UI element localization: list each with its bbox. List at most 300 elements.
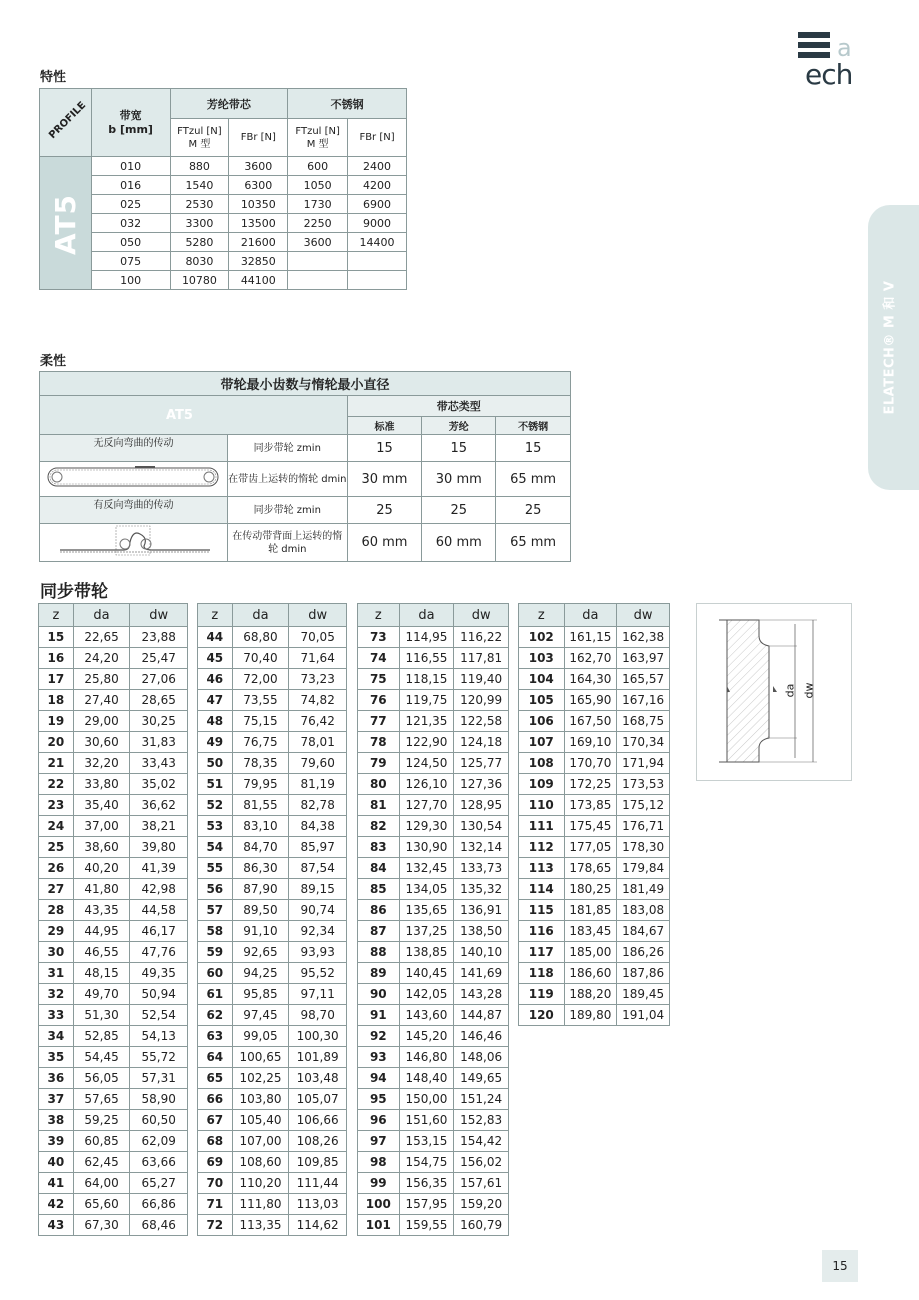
tooth-count: 61 [198,984,233,1005]
pitch-diameter: 92,34 [289,921,347,942]
dmin-back-label: 在传动带背面上运转的惰轮 dmin [227,524,347,562]
tooth-count: 102 [519,627,565,648]
profile-value-wrap [40,157,92,291]
tip-diameter: 126,10 [399,774,454,795]
tooth-count: 44 [198,627,233,648]
r4-standard: 60 mm [347,524,422,562]
r3-aramid: 25 [422,497,496,524]
width-value: 075 [91,252,170,271]
profile-value: AT5 [49,193,83,255]
profile-label: PROFILE [47,99,89,142]
table-row [198,1089,347,1110]
pitch-diameter: 54,13 [130,1026,188,1047]
case1-label: 无反向弯曲的传动 [93,438,174,449]
pitch-diameter: 42,98 [130,879,188,900]
pitch-diameter: 163,97 [617,648,670,669]
fig-da-label: da [783,683,797,698]
case-no-reverse-bend [40,435,228,462]
fbr-col-aramid: FBr [N] [229,119,288,157]
tooth-count: 20 [39,732,74,753]
tooth-count: 63 [198,1026,233,1047]
tooth-count: 22 [39,774,74,795]
tip-diameter: 40,20 [73,858,130,879]
table-row [39,732,188,753]
table-row [358,627,509,648]
pitch-diameter: 30,25 [130,711,188,732]
tip-diameter: 103,80 [232,1089,289,1110]
pitch-diameter: 78,01 [289,732,347,753]
tip-diameter: 94,25 [232,963,289,984]
tip-diameter: 68,80 [232,627,289,648]
table-row [198,774,347,795]
force-value: 8030 [170,252,229,271]
tooth-count: 120 [519,1005,565,1026]
tooth-count: 62 [198,1005,233,1026]
tip-diameter: 99,05 [232,1026,289,1047]
tip-diameter: 37,00 [73,816,130,837]
tooth-count: 79 [358,753,400,774]
tooth-count: 17 [39,669,74,690]
r3-steel: 25 [496,497,571,524]
r2-standard: 30 mm [347,462,422,497]
tip-diameter: 48,15 [73,963,130,984]
table-row [39,837,188,858]
tip-diameter: 143,60 [399,1005,454,1026]
col-z: z [358,604,400,627]
force-value: 10350 [229,195,288,214]
r4-steel: 65 mm [496,524,571,562]
pitch-diameter: 81,19 [289,774,347,795]
tip-diameter: 41,80 [73,879,130,900]
tip-diameter: 157,95 [399,1194,454,1215]
table-row [39,753,188,774]
tip-diameter: 73,55 [232,690,289,711]
force-value: 6300 [229,176,288,195]
tip-diameter: 156,35 [399,1173,454,1194]
table-row [358,1152,509,1173]
tip-diameter: 54,45 [73,1047,130,1068]
table-row [39,1110,188,1131]
tooth-count: 41 [39,1173,74,1194]
tooth-count: 28 [39,900,74,921]
profile-header [40,89,92,157]
tip-diameter: 51,30 [73,1005,130,1026]
pitch-diameter: 70,05 [289,627,347,648]
table-row [198,711,347,732]
table-row [198,816,347,837]
tip-diameter: 43,35 [73,900,130,921]
col-da: da [73,604,130,627]
tooth-count: 99 [358,1173,400,1194]
pitch-diameter: 157,61 [454,1173,509,1194]
pitch-diameter: 175,12 [617,795,670,816]
tip-diameter: 108,60 [232,1152,289,1173]
tooth-count: 55 [198,858,233,879]
pitch-diameter: 178,30 [617,837,670,858]
force-value: 3600 [288,233,348,252]
tooth-count: 25 [39,837,74,858]
tip-diameter: 56,05 [73,1068,130,1089]
force-value: 600 [288,157,348,176]
tooth-count: 90 [358,984,400,1005]
tooth-count: 73 [358,627,400,648]
r1-steel: 15 [496,435,571,462]
tip-diameter: 25,80 [73,669,130,690]
table-row [358,1068,509,1089]
pitch-diameter: 109,85 [289,1152,347,1173]
tooth-count: 74 [358,648,400,669]
pitch-diameter: 135,32 [454,879,509,900]
table-row [519,858,670,879]
pulley-table-4 [518,603,670,1026]
r3-standard: 25 [347,497,422,524]
tooth-count: 60 [198,963,233,984]
tooth-count: 19 [39,711,74,732]
table-row [519,774,670,795]
side-tab-label-wrap [868,205,908,490]
force-value: 44100 [229,271,288,290]
table-row [198,879,347,900]
table-row [358,1215,509,1236]
pitch-diameter: 63,66 [130,1152,188,1173]
pitch-diameter: 101,89 [289,1047,347,1068]
tooth-count: 103 [519,648,565,669]
tip-diameter: 140,45 [399,963,454,984]
pitch-diameter: 120,99 [454,690,509,711]
tooth-count: 75 [358,669,400,690]
tip-diameter: 116,55 [399,648,454,669]
pitch-diameter: 159,20 [454,1194,509,1215]
pitch-diameter: 33,43 [130,753,188,774]
table-row [358,690,509,711]
pitch-diameter: 122,58 [454,711,509,732]
tooth-count: 38 [39,1110,74,1131]
tooth-count: 69 [198,1152,233,1173]
pulley-table-2 [197,603,347,1236]
tooth-count: 117 [519,942,565,963]
pitch-diameter: 93,93 [289,942,347,963]
tip-diameter: 118,15 [399,669,454,690]
tooth-count: 64 [198,1047,233,1068]
table-row [39,921,188,942]
properties-row [40,195,407,214]
r2-aramid: 30 mm [422,462,496,497]
r1-standard: 15 [347,435,422,462]
fig-dw-label: dw [802,682,816,699]
tooth-count: 18 [39,690,74,711]
table-row [198,1215,347,1236]
tooth-count: 21 [39,753,74,774]
table-row [39,984,188,1005]
table-row [358,1047,509,1068]
tooth-count: 65 [198,1068,233,1089]
pitch-diameter: 25,47 [130,648,188,669]
tooth-count: 47 [198,690,233,711]
tooth-count: 15 [39,627,74,648]
pitch-diameter: 170,34 [617,732,670,753]
tip-diameter: 84,70 [232,837,289,858]
table-row [519,984,670,1005]
tip-diameter: 62,45 [73,1152,130,1173]
pitch-diameter: 116,22 [454,627,509,648]
tip-diameter: 181,85 [564,900,617,921]
table-row [358,774,509,795]
tooth-count: 89 [358,963,400,984]
pitch-diameter: 87,54 [289,858,347,879]
pitch-diameter: 35,02 [130,774,188,795]
tooth-count: 67 [198,1110,233,1131]
table-row [39,1152,188,1173]
width-value: 050 [91,233,170,252]
tip-diameter: 97,45 [232,1005,289,1026]
table-row [39,1068,188,1089]
pitch-diameter: 46,17 [130,921,188,942]
tooth-count: 40 [39,1152,74,1173]
col-aramid: 芳纶 [422,417,496,435]
force-value: 13500 [229,214,288,233]
pitch-diameter: 125,77 [454,753,509,774]
table-row [519,900,670,921]
table-row [519,627,670,648]
col-dw: dw [454,604,509,627]
tooth-count: 58 [198,921,233,942]
pitch-diameter: 114,62 [289,1215,347,1236]
tip-diameter: 154,75 [399,1152,454,1173]
pitch-diameter: 68,46 [130,1215,188,1236]
pitch-diameter: 49,35 [130,963,188,984]
force-value: 2530 [170,195,229,214]
table-row [519,1005,670,1026]
tooth-count: 32 [39,984,74,1005]
page-number: 15 [822,1250,858,1282]
pitch-diameter: 189,45 [617,984,670,1005]
table-row [358,921,509,942]
table-row [358,837,509,858]
tip-diameter: 173,85 [564,795,617,816]
table-row [198,858,347,879]
tip-diameter: 138,85 [399,942,454,963]
tip-diameter: 150,00 [399,1089,454,1110]
table-row [39,1131,188,1152]
tip-diameter: 180,25 [564,879,617,900]
pitch-diameter: 128,95 [454,795,509,816]
table-row [39,795,188,816]
pitch-diameter: 28,65 [130,690,188,711]
tip-diameter: 70,40 [232,648,289,669]
tooth-count: 39 [39,1131,74,1152]
tip-diameter: 105,40 [232,1110,289,1131]
table-row [358,795,509,816]
tooth-count: 16 [39,648,74,669]
tip-diameter: 35,40 [73,795,130,816]
col-dw: dw [130,604,188,627]
width-header [91,89,170,157]
width-value: 016 [91,176,170,195]
table-row [358,963,509,984]
pitch-diameter: 167,16 [617,690,670,711]
tooth-count: 107 [519,732,565,753]
tip-diameter: 49,70 [73,984,130,1005]
table-row [519,690,670,711]
belt-reverse-icon [40,524,226,557]
steel-core-header: 不锈钢 [288,89,407,119]
table-row [198,921,347,942]
tooth-count: 53 [198,816,233,837]
tooth-count: 30 [39,942,74,963]
belt-drawing-1 [40,462,228,497]
table-row [519,942,670,963]
pitch-diameter: 149,65 [454,1068,509,1089]
tip-diameter: 60,85 [73,1131,130,1152]
table-row [358,1005,509,1026]
tip-diameter: 78,35 [232,753,289,774]
table-row [198,984,347,1005]
table-row [39,1215,188,1236]
tooth-count: 96 [358,1110,400,1131]
tooth-count: 66 [198,1089,233,1110]
tooth-count: 78 [358,732,400,753]
pitch-diameter: 171,94 [617,753,670,774]
pitch-diameter: 74,82 [289,690,347,711]
tooth-count: 101 [358,1215,400,1236]
tooth-count: 115 [519,900,565,921]
pitch-diameter: 141,69 [454,963,509,984]
tip-diameter: 24,20 [73,648,130,669]
tip-diameter: 183,45 [564,921,617,942]
col-dw: dw [289,604,347,627]
properties-title: 特性 [40,70,67,85]
tip-diameter: 135,65 [399,900,454,921]
table-row [198,1173,347,1194]
pitch-diameter: 44,58 [130,900,188,921]
tooth-count: 104 [519,669,565,690]
tooth-count: 95 [358,1089,400,1110]
tip-diameter: 22,65 [73,627,130,648]
width-value: 010 [91,157,170,176]
pitch-diameter: 60,50 [130,1110,188,1131]
pitch-diameter: 119,40 [454,669,509,690]
tip-diameter: 188,20 [564,984,617,1005]
tooth-count: 57 [198,900,233,921]
tip-diameter: 159,55 [399,1215,454,1236]
table-row [39,669,188,690]
flexibility-header: 带轮最小齿数与惰轮最小直径 [40,372,571,396]
ftzul-label: FTzul [N] [177,125,222,137]
tooth-count: 23 [39,795,74,816]
tip-diameter: 110,20 [232,1173,289,1194]
table-row [39,648,188,669]
tip-diameter: 122,90 [399,732,454,753]
tooth-count: 93 [358,1047,400,1068]
pitch-diameter: 156,02 [454,1152,509,1173]
tooth-count: 27 [39,879,74,900]
tip-diameter: 121,35 [399,711,454,732]
tip-diameter: 27,40 [73,690,130,711]
pitch-diameter: 146,46 [454,1026,509,1047]
table-row [358,1026,509,1047]
pitch-diameter: 58,90 [130,1089,188,1110]
tip-diameter: 175,45 [564,816,617,837]
tip-diameter: 177,05 [564,837,617,858]
table-row [198,837,347,858]
tooth-count: 46 [198,669,233,690]
tooth-count: 113 [519,858,565,879]
tooth-count: 50 [198,753,233,774]
force-value: 6900 [348,195,407,214]
pitch-diameter: 140,10 [454,942,509,963]
pulley-table-3 [357,603,509,1236]
table-row [39,690,188,711]
force-value [348,271,407,290]
table-row [198,627,347,648]
pitch-diameter: 117,81 [454,648,509,669]
pitch-diameter: 111,44 [289,1173,347,1194]
table-row [358,984,509,1005]
tip-diameter: 167,50 [564,711,617,732]
tooth-count: 80 [358,774,400,795]
tip-diameter: 64,00 [73,1173,130,1194]
pitch-diameter: 148,06 [454,1047,509,1068]
tooth-count: 88 [358,942,400,963]
force-value: 5280 [170,233,229,252]
force-value [348,252,407,271]
tip-diameter: 146,80 [399,1047,454,1068]
pitch-diameter: 160,79 [454,1215,509,1236]
force-value [288,252,348,271]
force-value: 32850 [229,252,288,271]
table-row [358,669,509,690]
tip-diameter: 92,65 [232,942,289,963]
tooth-count: 31 [39,963,74,984]
tooth-count: 83 [358,837,400,858]
force-value: 4200 [348,176,407,195]
tip-diameter: 153,15 [399,1131,454,1152]
pitch-diameter: 97,11 [289,984,347,1005]
tooth-count: 81 [358,795,400,816]
pitch-diameter: 62,09 [130,1131,188,1152]
pitch-diameter: 89,15 [289,879,347,900]
tip-diameter: 186,60 [564,963,617,984]
table-row [519,837,670,858]
tooth-count: 94 [358,1068,400,1089]
tooth-count: 51 [198,774,233,795]
force-value: 21600 [229,233,288,252]
side-tab-label: ELATECH® M 和 V [882,280,898,415]
tooth-count: 112 [519,837,565,858]
pitch-diameter: 187,86 [617,963,670,984]
belt-drawing-2 [40,524,228,562]
pitch-diameter: 143,28 [454,984,509,1005]
tip-diameter: 129,30 [399,816,454,837]
width-value: 025 [91,195,170,214]
tooth-count: 91 [358,1005,400,1026]
pitch-diameter: 168,75 [617,711,670,732]
table-row [358,648,509,669]
tip-diameter: 148,40 [399,1068,454,1089]
tip-diameter: 178,65 [564,858,617,879]
tooth-count: 116 [519,921,565,942]
table-row [358,711,509,732]
force-value: 2400 [348,157,407,176]
tooth-count: 48 [198,711,233,732]
tip-diameter: 44,95 [73,921,130,942]
table-row [519,921,670,942]
table-row [198,1068,347,1089]
case-reverse-bend [40,497,228,524]
pitch-diameter: 173,53 [617,774,670,795]
tooth-count: 43 [39,1215,74,1236]
tip-diameter: 185,00 [564,942,617,963]
